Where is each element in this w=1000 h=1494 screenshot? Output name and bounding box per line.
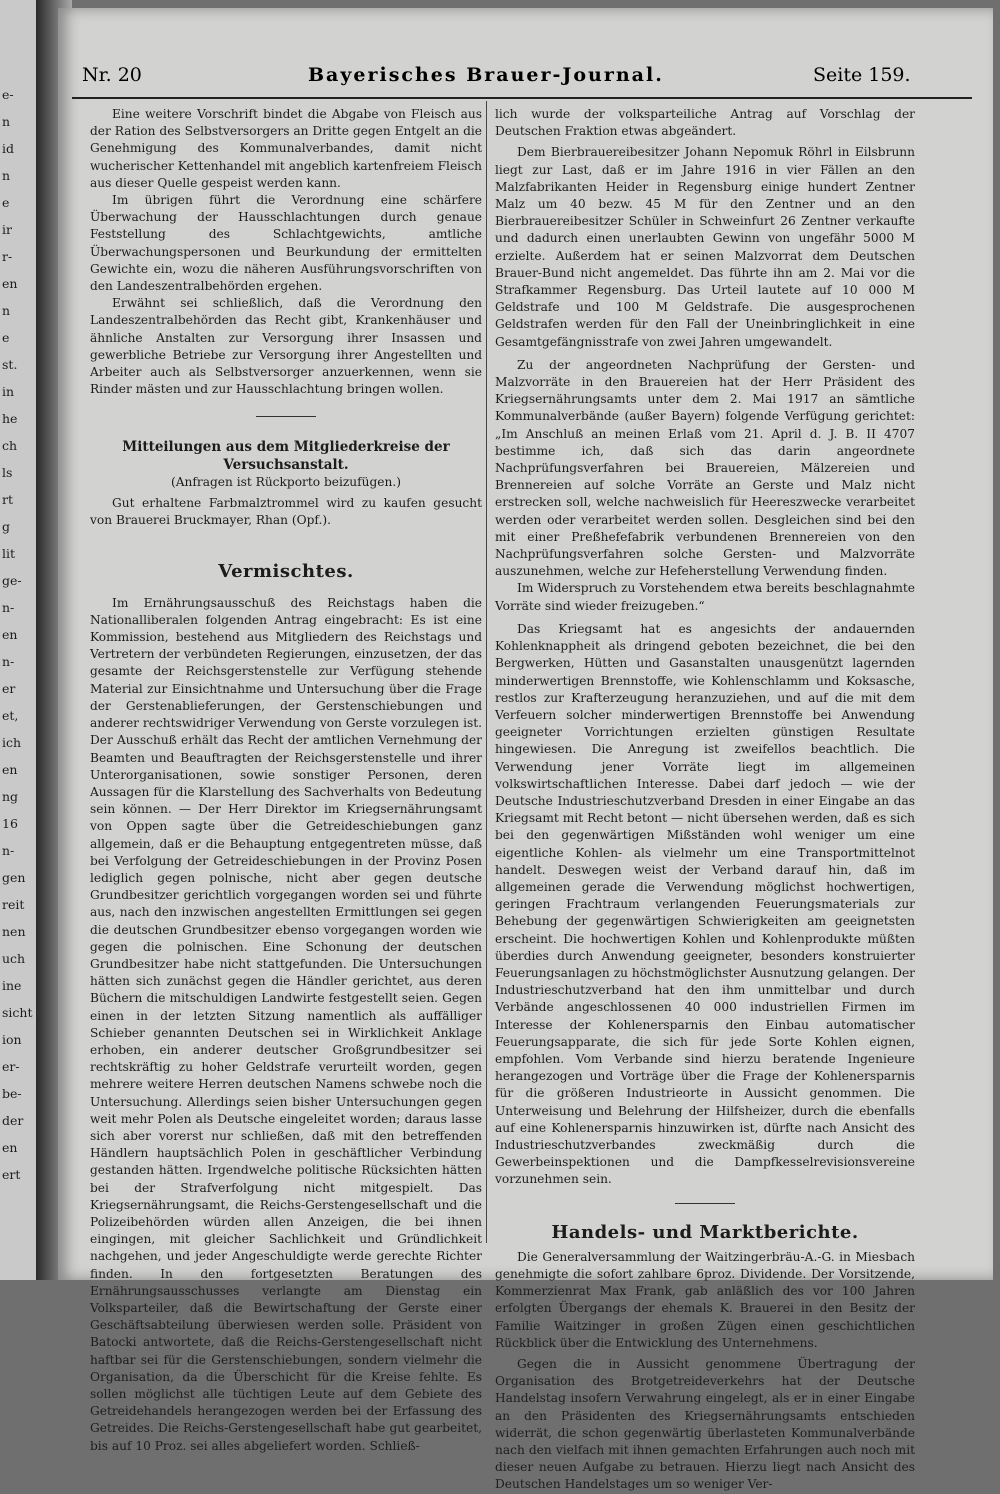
margin-fragment: e: [2, 195, 10, 210]
page-number: Seite 159.: [813, 64, 911, 86]
margin-fragment: en: [2, 762, 18, 777]
margin-fragment: g: [2, 519, 11, 534]
margin-fragment: e-: [2, 87, 14, 102]
margin-fragment: ich: [2, 735, 22, 750]
margin-fragment: gen: [2, 870, 26, 885]
margin-fragment: en: [2, 276, 18, 291]
paragraph-ernaehrungsausschuss: Im Ernährungsausschuß des Reichstags haben die Nationalliberalen folgenden Antrag eingebracht: Es ist eine Kommission, bestehend aus Mitgliedern des Reichstags und Vertretern der verbündeten Regierungen, einzusetzen, der das gesamte der Reichsgerstenstelle zur Verfügung stehende Material zur Einsichtnahme und Untersuchung über die Frage der Gerstenablieferungen, der Gerstenschiebungen und anderer rechtswidriger Verwendung von Gerste vorzulegen ist. Der Ausschuß erhält das Recht der amtlichen Vernehmung der Beamten und Beauftragten der Reichsgerstenstelle und ihrer Unterorganisationen, sowie sonstiger Personen, deren Aussagen für die Klarstellung des Sachverhalts von Bedeutung sein können. — Der Herr Direktor im Kriegsernährungsamt von Oppen sagte über die Getreideschiebungen ganz allgemein, daß er die Behauptung entgegentreten müsse, daß bei Verfolgung der Getreideschiebungen in der Provinz Posen lediglich gegen polnische, nicht aber gegen deutsche Grundbesitzer gerichtlich vorgegangen worden sei und führte aus, nach den inzwischen angestellten Ermittlungen sei gegen die deutschen Grundbesitzer ebenso vorgegangen worden wie gegen die polnischen. Eine Schonung der deutschen Grundbesitzer habe nicht stattgefunden. Die Untersuchungen hätten sich zunächst gegen die Händler gerichtet, aus deren Büchern die mitschuldigen Landwirte festgestellt seien. Gegen einen in der letzten Sitzung namentlich als auffälliger Schieber genannten Deutschen sei in Wirklichkeit Anklage erhoben, ein anderer deutscher Großgrundbesitzer sei rechtskräftig zu hoher Geldstrafe verurteilt worden, gegen mehrere weitere Herren deutschen Namens schwebe noch die Untersuchung. Allerdings seien bisher Untersuchungen gegen weit mehr Polen als Deutsche eingeleitet worden; daraus lasse sich aber vorerst nur schließen, daß mit den betreffenden Händlern hauptsächlich Polen in geschäftlicher Verbindung gestanden hätten. Irgendwelche politische Rücksichten hätten bei der Strafverfolgung nicht mitgespielt. Das Kriegsernährungsamt, die Reichs-Gerstengesellschaft und die Polizeibehörden würden allen Anzeigen, die bei ihnen eingingen, mit gleicher Sachlichkeit und Gründlichkeit nachgehen, und jeder Angeschuldigte werde gerechte Richter finden. In den fortgesetzten Beratungen des Ernährungsausschusses verlangte am Dienstag ein Volksparteiler, daß die Bewirtschaftung der Gerste einer Geschäftsabteilung überwiesen werden solle. Präsident von Batocki antwortete, daß die Reichs-Gerstengesellschaft nicht haftbar sei für die Gerstenschiebungen, sondern vielmehr die Organisation, da die Überschicht für die Kreise fehlte. Es sollen möglichst alle tüchtigen Leute auf dem Gebiete des Getreidehandels herangezogen werden bei der Erfassung des Getreides. Die Reichs-Gerstengesellschaft habe gut gearbeitet, bis auf 10 Proz. sei alles abgeliefert worden. Schließ-: [90, 595, 482, 1453]
margin-fragment: lit: [2, 546, 16, 561]
margin-fragment: uch: [2, 951, 26, 966]
margin-fragment: id: [2, 141, 14, 156]
margin-fragment: n-: [2, 600, 15, 615]
subheading-mitteilungen: (Anfragen ist Rückporto beizufügen.): [170, 474, 401, 489]
margin-fragment: r-: [2, 249, 13, 264]
margin-fragment: ine: [2, 978, 22, 993]
heading-mitteilungen: Mitteilungen aus dem Mitgliederkreise der Versuchsanstalt.: [122, 439, 450, 473]
margin-fragment: n-: [2, 843, 15, 858]
left-column: [90, 106, 482, 1455]
margin-fragment: en: [2, 627, 18, 642]
margin-fragment: er-: [2, 1059, 20, 1074]
margin-fragment: ch: [2, 438, 18, 453]
paragraph-handelstag: Gegen die in Aussicht genommene Übertragung der Organisation des Brotgetreideverkehrs hat der Deutsche Handelstag insofern Verwahrung eingelegt, als er in einer Eingabe an den Präsidenten des Kriegsernährungsamts entschieden widerrät, die schon gegenwärtig überlasteten Kommunalverbände nach den vielfach mit ihnen gemachten Erfahrungen auch noch mit dieser neuen Aufgabe zu betrauen. Hierzu liegt nach Ansicht des Deutschen Handelstages um so weniger Ver-: [495, 1357, 915, 1492]
running-header: [58, 64, 993, 94]
margin-fragment: ls: [2, 465, 13, 480]
paragraph-kriegsamt-kohlen: Das Kriegsamt hat es angesichts der andauernden Kohlenknappheit als dringend geboten bezeichnet, die bei den Bergwerken, Hütten und Gasanstalten unausgenützt lagernden minderwertigen Brennstoffe, wie Kohlenschlamm und Koksasche, restlos zur Krafterzeugung heranzuziehen, und auf die mit dem Verfeuern solcher minderwertigen Brennstoffe bei Anwendung geeigneter Vorrichtungen erzielten günstigen Resultate hingewiesen. Die Anregung ist zweifellos beachtlich. Die Verwendung jener Vorräte liegt im allgemeinen volkswirtschaftlichen Interesse. Dabei darf jedoch — wie der Deutsche Industrieschutzverband Dresden in einer Eingabe an das Kriegsamt mit Recht betont — nicht übersehen werden, daß es sich bei den gegenwärtigen Mißständen wohl weniger um eine eigentliche Kohlen- als vielmehr um eine Transportmittelnot handelt. Deswegen weist der Verband darauf hin, daß im allgemeinen gerade die Verwendung möglichst hochwertigen, geringen Frachtraum verlangenden Feuerungsmaterials zur Behebung der gegenwärtigen Schwierigkeiten am geeignetsten erscheint. Die hochwertigen Kohlen und Kohlenprodukte müßten überdies durch Anwendung geeigneter, besonders konstruierter Feuerungsanlagen zu höchstmöglichster Ausnutzung gelangen. Der Industrieschutzverband hat den ihm unmittelbar und durch Verbände angeschlossenen 40 000 industriellen Firmen im Interesse der Kohlenersparnis den Einbau automatischer Feuerungsapparate, die sich für jede Sorte Kohlen eignen, empfohlen. Vom Verbande sind hierzu beratende Ingenieure herangezogen und Vorträge über die Frage der Kohlenersparnis für die größeren Industrieorte in Aussicht genommen. Die Unterweisung und Belehrung der Hilfsheizer, durch die ebenfalls auf eine Kohlenersparnis hinzuwirken ist, dürfte nach Ansicht des Industrieschutzverbandes zweckmäßig durch die Gewerbeinspektionen und die Dampfkesselrevisionsvereine vorzunehmen sein.: [495, 621, 915, 1187]
margin-fragment: n: [2, 168, 11, 183]
margin-fragment: 16: [2, 816, 18, 831]
margin-fragment: sicht: [2, 1005, 33, 1020]
margin-fragment: n: [2, 114, 11, 129]
paragraph-fleisch-abgabe: Eine weitere Vorschrift bindet die Abgabe von Fleisch aus der Ration des Selbstversorgers an Dritte gegen Entgelt an die Genehmigung des Kommunalverbandes, damit nicht wucherischer Kettenhandel mit angeblich kartenfreiem Fleisch aus dieser Quelle gespeist werden kann.: [90, 107, 482, 190]
margin-fragment: ert: [2, 1167, 21, 1182]
margin-fragment: ng: [2, 789, 19, 804]
margin-fragment: e: [2, 330, 10, 345]
paragraph-antrag-fortsetzung: lich wurde der volksparteiliche Antrag auf Vorschlag der Deutschen Fraktion etwas abgeändert.: [495, 107, 915, 139]
paragraph-widerspruch: Im Widerspruch zu Vorstehendem etwa bereits beschlagnahmte Vorräte sind wieder freizugeben.“: [495, 581, 915, 613]
newspaper-page: [58, 8, 993, 1492]
margin-fragment: n-: [2, 654, 15, 669]
heading-vermischtes: Vermischtes.: [218, 561, 354, 583]
margin-fragment: n: [2, 303, 11, 318]
margin-fragment: he: [2, 411, 18, 426]
adjacent-page-strip: [0, 0, 39, 1280]
section-divider: [675, 1203, 735, 1204]
journal-title: Bayerisches Brauer-Journal.: [308, 64, 664, 86]
margin-fragment: et,: [2, 708, 19, 723]
margin-fragment: ge-: [2, 573, 22, 588]
margin-fragment: en: [2, 1140, 18, 1155]
column-separator: [486, 101, 487, 1243]
right-column: [495, 106, 915, 1494]
margin-fragment: nen: [2, 924, 26, 939]
margin-fragment: er: [2, 681, 16, 696]
margin-fragment: be-: [2, 1086, 22, 1101]
margin-fragment: ion: [2, 1032, 22, 1047]
margin-fragment: ir: [2, 222, 12, 237]
margin-fragment: st.: [2, 357, 18, 372]
paragraph-waitzingerbraeu: Die Generalversammlung der Waitzingerbräu-A.-G. in Miesbach genehmigte die sofort zahlbare 6proz. Dividende. Der Vorsitzende, Kommerzienrat Max Frank, gab anläßlich des vor 100 Jahren erfolgten Übergangs der ehemals K. Brauerei in den Besitz der Familie Waitzinger in großen Zügen einen geschichtlichen Rückblick über die Entwicklung des Unternehmens.: [495, 1249, 915, 1350]
paragraph-nachpruefung: Zu der angeordneten Nachprüfung der Gersten- und Malzvorräte in den Brauereien hat der Herr Präsident des Kriegsernährungsamts unter dem 2. Mai 1917 an sämtliche Kommunalverbände (außer Bayern) folgende Verfügung gerichtet: „Im Anschluß an meinen Erlaß vom 21. April d. J. B. II 4707 bestimme ich, daß sich das darin angeordnete Nachprüfungsverfahren bei Brauereien, Mälzereien und Brennereien auf solche Vorräte an Gerste und Malz nicht erstrecken soll, welche nachweislich für Heereszwecke verarbeitet werden oder verarbeitet werden sollen. Desgleichen sind bei den mit einer Preßhefefabrik verbundenen Brennereien von den Nachprüfungsverfahren solche Gersten- und Malzvorräte auszunehmen, welche zur Hefeherstellung Verwendung finden.: [495, 357, 915, 579]
paragraph-hausschlachtung: Im übrigen führt die Verordnung eine schärfere Überwachung der Hausschlachtungen durch genaue Feststellung des Schlachtgewichts, amtliche Überwachungspersonen und Beurkundung der ermittelten Gewichte ein, wozu die näheren Ausführungsvorschriften von den Landeszentralbehörden ergehen.: [90, 193, 482, 294]
header-rule: [72, 97, 972, 99]
paragraph-landeszentralbehoerden: Erwähnt sei schließlich, daß die Verordnung den Landeszentralbehörden das Recht gibt, Krankenhäuser und ähnliche Anstalten zur Versorgung ihrer Insassen und gewerbliche Betriebe zur Versorgung ihrer Angestellten und Arbeiter auch als Selbstversorger anzuerkennen, wenn sie Rinder mästen und zur Hausschlachtung bringen wollen.: [90, 296, 482, 397]
margin-fragment: der: [2, 1113, 24, 1128]
section-divider: [256, 416, 316, 417]
heading-handels-marktberichte: Handels- und Marktberichte.: [551, 1221, 859, 1243]
margin-fragment: reit: [2, 897, 25, 912]
margin-fragment: rt: [2, 492, 13, 507]
paragraph-farbmalztrommel: Gut erhaltene Farbmalztrommel wird zu kaufen gesucht von Brauerei Bruckmayer, Rhan (Opf.).: [90, 496, 482, 528]
issue-number: Nr. 20: [82, 64, 142, 86]
paragraph-roehrl: Dem Bierbrauereibesitzer Johann Nepomuk Röhrl in Eilsbrunn liegt zur Last, daß er im Jahre 1916 in vier Fällen an den Malzfabrikanten Heider in Regensburg einige hundert Zentner Malz um 40 bezw. 45 M für den Zentner und an den Bierbrauereibesitzer Schüler in Schweinfurt 26 Zentner verkaufte und dadurch einen unerlaubten Gewinn von ungefähr 5000 M erzielte. Außerdem hat er seinen Malzvorrat dem Deutschen Brauer-Bund nicht angemeldet. Das führte ihn am 2. Mai vor die Strafkammer Regensburg. Das Urteil lautete auf 10 000 M Geldstrafe und 100 M Geldstrafe. Die ausgesprochenen Geldstrafen werden für den Fall der Uneinbringlichkeit in eine Gesamtgefängnisstrafe von zwei Jahren umgewandelt.: [495, 145, 915, 349]
margin-fragment: in: [2, 384, 15, 399]
